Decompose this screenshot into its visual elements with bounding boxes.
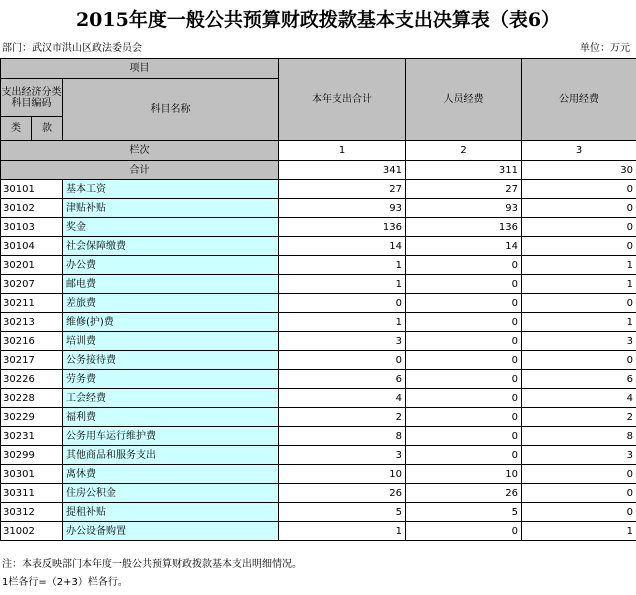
table-row bbox=[1, 389, 636, 408]
row-public: 1 bbox=[522, 256, 636, 275]
row-total: 14 bbox=[279, 237, 406, 256]
row-personnel: 0 bbox=[406, 332, 522, 351]
row-subject-name: 公务用车运行维护费 bbox=[63, 427, 279, 446]
row-personnel: 0 bbox=[406, 408, 522, 427]
total-row-personnel: 311 bbox=[406, 161, 522, 180]
row-code: 30102 bbox=[1, 199, 63, 218]
total-row-public: 30 bbox=[522, 161, 636, 180]
row-total: 93 bbox=[279, 199, 406, 218]
row-public: 0 bbox=[522, 294, 636, 313]
report-title: 2015年度一般公共预算财政拨款基本支出决算表（表6） bbox=[75, 9, 561, 31]
row-code: 30299 bbox=[1, 446, 63, 465]
unit-label: 单位：万元 bbox=[580, 43, 630, 54]
row-code: 31002 bbox=[1, 522, 63, 541]
row-total: 3 bbox=[279, 446, 406, 465]
col-index-1: 1 bbox=[279, 141, 406, 161]
row-public: 4 bbox=[522, 389, 636, 408]
row-public: 0 bbox=[522, 199, 636, 218]
row-personnel: 0 bbox=[406, 294, 522, 313]
row-code: 30216 bbox=[1, 332, 63, 351]
code-group-header: 支出经济分类科目编码 bbox=[1, 79, 63, 117]
row-total: 0 bbox=[279, 294, 406, 313]
row-code: 30226 bbox=[1, 370, 63, 389]
row-personnel: 26 bbox=[406, 484, 522, 503]
row-personnel: 0 bbox=[406, 427, 522, 446]
table-row bbox=[1, 256, 636, 275]
row-public: 0 bbox=[522, 503, 636, 522]
row-personnel: 0 bbox=[406, 446, 522, 465]
row-public: 0 bbox=[522, 218, 636, 237]
row-public: 8 bbox=[522, 427, 636, 446]
table-row bbox=[1, 446, 636, 465]
row-public: 0 bbox=[522, 465, 636, 484]
row-index-label: 栏次 bbox=[1, 141, 279, 161]
row-total: 4 bbox=[279, 389, 406, 408]
col-index-2: 2 bbox=[406, 141, 522, 161]
row-public: 3 bbox=[522, 446, 636, 465]
row-total: 1 bbox=[279, 256, 406, 275]
col-index-3: 3 bbox=[522, 141, 636, 161]
table-row bbox=[1, 199, 636, 218]
row-total: 1 bbox=[279, 313, 406, 332]
row-subject-name: 维修(护)费 bbox=[63, 313, 279, 332]
row-public: 0 bbox=[522, 180, 636, 199]
row-subject-name: 离休费 bbox=[63, 465, 279, 484]
row-code: 30312 bbox=[1, 503, 63, 522]
row-personnel: 0 bbox=[406, 275, 522, 294]
row-subject-name: 公务接待费 bbox=[63, 351, 279, 370]
row-public: 0 bbox=[522, 237, 636, 256]
table-row bbox=[1, 294, 636, 313]
report-meta bbox=[2, 41, 632, 57]
row-subject-name: 办公费 bbox=[63, 256, 279, 275]
row-code: 30311 bbox=[1, 484, 63, 503]
column-index-row bbox=[1, 141, 636, 161]
row-personnel: 0 bbox=[406, 256, 522, 275]
row-subject-name: 福利费 bbox=[63, 408, 279, 427]
row-code: 30231 bbox=[1, 427, 63, 446]
row-personnel: 10 bbox=[406, 465, 522, 484]
row-total: 1 bbox=[279, 275, 406, 294]
total-col-header: 本年支出合计 bbox=[279, 59, 406, 141]
table-row bbox=[1, 332, 636, 351]
expenditure-table bbox=[0, 58, 636, 541]
table-row bbox=[1, 427, 636, 446]
row-code: 30207 bbox=[1, 275, 63, 294]
row-subject-name: 办公设备购置 bbox=[63, 522, 279, 541]
table-row bbox=[1, 465, 636, 484]
row-total: 136 bbox=[279, 218, 406, 237]
row-subject-name: 奖金 bbox=[63, 218, 279, 237]
total-row-label: 合计 bbox=[1, 161, 279, 180]
lei-header: 类 bbox=[1, 117, 32, 141]
row-subject-name: 培训费 bbox=[63, 332, 279, 351]
row-total: 5 bbox=[279, 503, 406, 522]
total-row bbox=[1, 161, 636, 180]
personnel-col-header: 人员经费 bbox=[406, 59, 522, 141]
row-personnel: 5 bbox=[406, 503, 522, 522]
row-subject-name: 提租补贴 bbox=[63, 503, 279, 522]
row-public: 1 bbox=[522, 313, 636, 332]
table-row bbox=[1, 180, 636, 199]
row-subject-name: 社会保障缴费 bbox=[63, 237, 279, 256]
row-subject-name: 劳务费 bbox=[63, 370, 279, 389]
item-header: 项目 bbox=[1, 59, 279, 79]
row-total: 1 bbox=[279, 522, 406, 541]
row-personnel: 27 bbox=[406, 180, 522, 199]
footnote-2: 1栏各行=（2+3）栏各行。 bbox=[2, 577, 128, 588]
row-code: 30228 bbox=[1, 389, 63, 408]
footnotes bbox=[2, 556, 302, 592]
row-public: 2 bbox=[522, 408, 636, 427]
row-personnel: 0 bbox=[406, 522, 522, 541]
row-personnel: 0 bbox=[406, 313, 522, 332]
row-personnel: 0 bbox=[406, 370, 522, 389]
table-row bbox=[1, 522, 636, 541]
row-total: 26 bbox=[279, 484, 406, 503]
row-public: 0 bbox=[522, 484, 636, 503]
table-row bbox=[1, 408, 636, 427]
row-subject-name: 其他商品和服务支出 bbox=[63, 446, 279, 465]
row-subject-name: 工会经费 bbox=[63, 389, 279, 408]
row-public: 6 bbox=[522, 370, 636, 389]
row-public: 3 bbox=[522, 332, 636, 351]
row-public: 1 bbox=[522, 522, 636, 541]
table-row bbox=[1, 313, 636, 332]
row-personnel: 0 bbox=[406, 389, 522, 408]
row-total: 27 bbox=[279, 180, 406, 199]
public-col-header: 公用经费 bbox=[522, 59, 636, 141]
department-label: 部门：武汉市洪山区政法委员会 bbox=[2, 43, 142, 54]
row-code: 30211 bbox=[1, 294, 63, 313]
row-code: 30103 bbox=[1, 218, 63, 237]
row-personnel: 136 bbox=[406, 218, 522, 237]
row-code: 30101 bbox=[1, 180, 63, 199]
row-public: 0 bbox=[522, 351, 636, 370]
row-code: 30213 bbox=[1, 313, 63, 332]
table-row bbox=[1, 503, 636, 522]
row-code: 30104 bbox=[1, 237, 63, 256]
row-personnel: 0 bbox=[406, 351, 522, 370]
row-public: 1 bbox=[522, 275, 636, 294]
row-subject-name: 差旅费 bbox=[63, 294, 279, 313]
row-personnel: 14 bbox=[406, 237, 522, 256]
row-total: 2 bbox=[279, 408, 406, 427]
row-total: 0 bbox=[279, 351, 406, 370]
table-row bbox=[1, 275, 636, 294]
total-row-total: 341 bbox=[279, 161, 406, 180]
table-row bbox=[1, 237, 636, 256]
row-subject-name: 住房公积金 bbox=[63, 484, 279, 503]
row-subject-name: 基本工资 bbox=[63, 180, 279, 199]
row-total: 6 bbox=[279, 370, 406, 389]
footnote-1: 注：本表反映部门本年度一般公共预算财政拨款基本支出明细情况。 bbox=[2, 559, 302, 570]
row-code: 30217 bbox=[1, 351, 63, 370]
table-row bbox=[1, 351, 636, 370]
header-row-1 bbox=[1, 59, 636, 79]
row-total: 3 bbox=[279, 332, 406, 351]
table-row bbox=[1, 484, 636, 503]
table-row bbox=[1, 218, 636, 237]
row-total: 8 bbox=[279, 427, 406, 446]
subject-name-header: 科目名称 bbox=[63, 79, 279, 141]
row-code: 30301 bbox=[1, 465, 63, 484]
row-code: 30201 bbox=[1, 256, 63, 275]
kuan-header: 款 bbox=[32, 117, 63, 141]
row-total: 10 bbox=[279, 465, 406, 484]
row-personnel: 93 bbox=[406, 199, 522, 218]
table-row bbox=[1, 370, 636, 389]
row-subject-name: 津贴补贴 bbox=[63, 199, 279, 218]
row-subject-name: 邮电费 bbox=[63, 275, 279, 294]
row-code: 30229 bbox=[1, 408, 63, 427]
